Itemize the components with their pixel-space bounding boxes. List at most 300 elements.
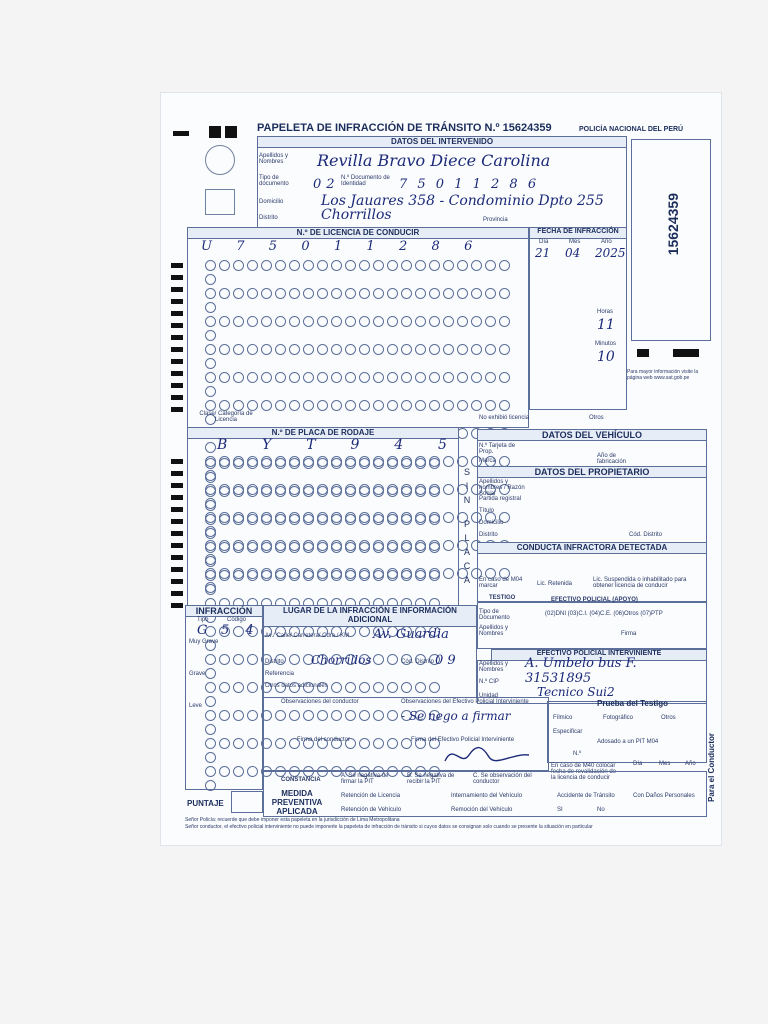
bubble[interactable] <box>219 400 230 411</box>
bubble[interactable] <box>443 400 454 411</box>
bubble[interactable] <box>331 542 342 553</box>
bubble[interactable] <box>275 570 286 581</box>
bubble[interactable] <box>471 288 482 299</box>
bubble[interactable] <box>331 486 342 497</box>
bubble[interactable] <box>233 514 244 525</box>
bubble[interactable] <box>317 400 328 411</box>
bubble[interactable] <box>205 260 216 271</box>
nombres-value: Revilla Bravo Diece Carolina <box>317 151 551 170</box>
bubble[interactable] <box>205 288 216 299</box>
bubble[interactable] <box>401 316 412 327</box>
titulo-label: Título <box>479 508 495 514</box>
horas-label: Horas <box>597 309 614 315</box>
bubble[interactable] <box>317 458 328 469</box>
bubble[interactable] <box>233 372 244 383</box>
alignment-mark <box>173 131 189 136</box>
bubble[interactable] <box>373 344 384 355</box>
bubble[interactable] <box>247 458 258 469</box>
bubble[interactable] <box>303 486 314 497</box>
prueba-dia-label: Día <box>633 761 643 767</box>
bubble[interactable] <box>415 260 426 271</box>
prueba-anio-label: Año <box>685 761 696 767</box>
bubble[interactable] <box>261 458 272 469</box>
bubble[interactable] <box>415 570 426 581</box>
policial-nombres-label: Apellidos y Nombres <box>479 661 509 673</box>
bubble[interactable] <box>219 288 230 299</box>
bubble[interactable] <box>219 486 230 497</box>
bubble[interactable] <box>359 372 370 383</box>
prop-domicilio-label: Domicilio <box>479 520 504 526</box>
bubble[interactable] <box>429 458 440 469</box>
bubble[interactable] <box>289 344 300 355</box>
tipo-label: Tipo <box>197 617 209 623</box>
bubble[interactable] <box>387 316 398 327</box>
bubble[interactable] <box>443 372 454 383</box>
bubble[interactable] <box>387 372 398 383</box>
bubble[interactable] <box>373 458 384 469</box>
footer-line-2: Señor conductor, el efectivo policial interviniente no puede imponerle la papeleta de infracción de tránsito si cuyos datos se consignan solo cuando se presente la situación en particular <box>185 824 593 830</box>
bubble[interactable] <box>485 260 496 271</box>
bubble[interactable] <box>261 372 272 383</box>
bubble[interactable] <box>429 514 440 525</box>
bubble[interactable] <box>429 542 440 553</box>
bubble[interactable] <box>205 386 216 397</box>
timing-mark <box>171 603 183 608</box>
bubble[interactable] <box>345 316 356 327</box>
bubble[interactable] <box>387 344 398 355</box>
bubble[interactable] <box>303 514 314 525</box>
bubble[interactable] <box>247 514 258 525</box>
bubble[interactable] <box>317 542 328 553</box>
lugar-cod-label: Cód. Distrito <box>401 659 435 665</box>
bubble[interactable] <box>233 570 244 581</box>
bubble[interactable] <box>261 400 272 411</box>
bubble[interactable] <box>331 458 342 469</box>
bubble[interactable] <box>219 514 230 525</box>
bubble[interactable] <box>429 288 440 299</box>
propietario-header: DATOS DEL PROPIETARIO <box>477 466 707 478</box>
bubble[interactable] <box>205 500 216 511</box>
bubble[interactable] <box>373 260 384 271</box>
bubble[interactable] <box>415 458 426 469</box>
bubble[interactable] <box>359 458 370 469</box>
bubble[interactable] <box>345 400 356 411</box>
bubble[interactable] <box>345 486 356 497</box>
conducta-header: CONDUCTA INFRACTORA DETECTADA <box>477 542 707 554</box>
tipo-value: G <box>197 623 208 638</box>
bubble[interactable] <box>359 570 370 581</box>
remocion-label: Remoción del Vehículo <box>451 807 513 813</box>
bubble[interactable] <box>457 288 468 299</box>
bubble[interactable] <box>289 514 300 525</box>
anio-fab-label: Año de fabricación <box>597 453 627 465</box>
bubble[interactable] <box>485 288 496 299</box>
clase-label: Clase/ Categoría de Licencia <box>199 411 253 423</box>
suspendida-label: Lic. Suspendida o inhabilitado para obtener licencia de conducir <box>593 577 687 589</box>
tipo-doc-label: Tipo de documento <box>259 175 289 187</box>
bubble[interactable] <box>275 372 286 383</box>
bubble[interactable] <box>331 400 342 411</box>
bubble[interactable] <box>373 372 384 383</box>
bubble[interactable] <box>415 400 426 411</box>
domicilio-value: Los Jauares 358 - Condominio Dpto 255 <box>321 193 604 209</box>
bubble[interactable] <box>247 288 258 299</box>
cip-value: 31531895 <box>525 671 592 686</box>
bubble[interactable] <box>233 344 244 355</box>
bubble[interactable] <box>359 486 370 497</box>
bubble[interactable] <box>499 316 510 327</box>
dia-label: Día <box>539 239 549 245</box>
bubble[interactable] <box>373 486 384 497</box>
form-title: PAPELETA DE INFRACCIÓN DE TRÁNSITO N.º 15624359 <box>257 122 552 134</box>
bubble[interactable] <box>429 570 440 581</box>
bubble[interactable] <box>359 260 370 271</box>
bubble[interactable] <box>205 358 216 369</box>
bubble[interactable] <box>205 486 216 497</box>
bubble[interactable] <box>429 486 440 497</box>
municipality-emblem-icon <box>205 189 235 215</box>
bubble[interactable] <box>345 288 356 299</box>
minutos-label: Minutos <box>595 341 617 347</box>
bubble[interactable] <box>373 316 384 327</box>
bubble[interactable] <box>317 486 328 497</box>
sin-placa-label: S I N P L A C A <box>463 467 471 585</box>
timing-mark <box>171 335 183 340</box>
bubble[interactable] <box>345 372 356 383</box>
bubble[interactable] <box>233 316 244 327</box>
bubble[interactable] <box>233 400 244 411</box>
bubble[interactable] <box>317 316 328 327</box>
via-value: Av. Guardia <box>373 627 449 642</box>
bubble[interactable] <box>443 344 454 355</box>
policial-nombres-value: A. Umbelo bus F. <box>525 656 637 671</box>
bubble[interactable] <box>485 344 496 355</box>
num-doc-value: 7 5 0 1 1 2 8 6 <box>399 177 540 192</box>
testigo-nombres-label: Apellidos y Nombres <box>479 625 509 637</box>
negativa-firma-label: A. Se negativa de firmar la PIT <box>341 773 389 785</box>
bubble[interactable] <box>499 372 510 383</box>
bubble[interactable] <box>457 316 468 327</box>
alignment-mark <box>637 349 649 357</box>
bubble[interactable] <box>401 400 412 411</box>
bubble[interactable] <box>317 570 328 581</box>
bubble[interactable] <box>415 344 426 355</box>
bubble[interactable] <box>359 400 370 411</box>
bubble[interactable] <box>415 542 426 553</box>
bubble[interactable] <box>261 570 272 581</box>
bubble[interactable] <box>345 344 356 355</box>
bubble[interactable] <box>289 542 300 553</box>
bubble[interactable] <box>247 316 258 327</box>
tipo-doc-value: 02 <box>313 177 340 192</box>
bubble[interactable] <box>345 570 356 581</box>
bubble[interactable] <box>387 260 398 271</box>
bubble[interactable] <box>289 400 300 411</box>
bubble[interactable] <box>387 542 398 553</box>
alignment-mark <box>673 349 699 357</box>
bubble[interactable] <box>345 514 356 525</box>
bubble[interactable] <box>275 514 286 525</box>
bubble[interactable] <box>387 400 398 411</box>
firma-efectivo-label: Firma del Efectivo Policial Interviniente <box>411 737 515 743</box>
bubble[interactable] <box>331 316 342 327</box>
bubble[interactable] <box>429 372 440 383</box>
bubble[interactable] <box>205 372 216 383</box>
bubble[interactable] <box>443 288 454 299</box>
bubble[interactable] <box>485 316 496 327</box>
bubble[interactable] <box>331 260 342 271</box>
bubble[interactable] <box>205 542 216 553</box>
bubble[interactable] <box>471 372 482 383</box>
bubble[interactable] <box>331 570 342 581</box>
bubble[interactable] <box>205 458 216 469</box>
bubble[interactable] <box>429 260 440 271</box>
bubble[interactable] <box>219 542 230 553</box>
bubble[interactable] <box>457 344 468 355</box>
bubble[interactable] <box>401 570 412 581</box>
bubble[interactable] <box>401 542 412 553</box>
bubble[interactable] <box>275 316 286 327</box>
bubble[interactable] <box>485 400 496 411</box>
via-label: Av./ Calle/ Carretera/ Cdra./ KM <box>265 633 350 639</box>
bubble[interactable] <box>387 570 398 581</box>
police-signature <box>443 739 533 769</box>
bubble[interactable] <box>415 486 426 497</box>
bubble[interactable] <box>275 542 286 553</box>
bubble[interactable] <box>289 458 300 469</box>
timing-mark <box>171 347 183 352</box>
bubble[interactable] <box>289 288 300 299</box>
bubble[interactable] <box>373 288 384 299</box>
otros-label: Otros <box>589 415 604 421</box>
bubble[interactable] <box>317 288 328 299</box>
bubble[interactable] <box>219 570 230 581</box>
bubble[interactable] <box>289 486 300 497</box>
bubble[interactable] <box>359 514 370 525</box>
bubble[interactable] <box>247 400 258 411</box>
bubble[interactable] <box>359 288 370 299</box>
bubble[interactable] <box>261 514 272 525</box>
bubble[interactable] <box>247 372 258 383</box>
bubble[interactable] <box>401 372 412 383</box>
bubble[interactable] <box>303 316 314 327</box>
bubble[interactable] <box>317 260 328 271</box>
bubble[interactable] <box>429 316 440 327</box>
bubble[interactable] <box>317 344 328 355</box>
bubble[interactable] <box>429 400 440 411</box>
bubble[interactable] <box>275 288 286 299</box>
bubble[interactable] <box>275 260 286 271</box>
bubble[interactable] <box>471 400 482 411</box>
bubble[interactable] <box>373 542 384 553</box>
bubble[interactable] <box>471 260 482 271</box>
lugar-cod-value: 0 9 <box>435 653 456 668</box>
bubble[interactable] <box>317 514 328 525</box>
bubble[interactable] <box>373 400 384 411</box>
bubble[interactable] <box>457 400 468 411</box>
bubble[interactable] <box>275 400 286 411</box>
bubble[interactable] <box>387 514 398 525</box>
bubble[interactable] <box>233 288 244 299</box>
bubble[interactable] <box>303 542 314 553</box>
bubble[interactable] <box>275 486 286 497</box>
bubble[interactable] <box>205 344 216 355</box>
prop-cod-label: Cód. Distrito <box>629 532 663 538</box>
bubble[interactable] <box>205 584 216 595</box>
bubble[interactable] <box>401 260 412 271</box>
bubble[interactable] <box>303 344 314 355</box>
bubble[interactable] <box>303 400 314 411</box>
bubble[interactable] <box>401 486 412 497</box>
bubble[interactable] <box>205 528 216 539</box>
bubble[interactable] <box>359 316 370 327</box>
cip-label: N.º CIP <box>479 679 499 685</box>
bubble[interactable] <box>205 514 216 525</box>
timing-mark <box>171 483 183 488</box>
vehiculo-header: DATOS DEL VEHÍCULO <box>477 429 707 441</box>
codigo-value: 5 4 <box>221 623 260 638</box>
bubble[interactable] <box>345 542 356 553</box>
bubble[interactable] <box>443 316 454 327</box>
bubble[interactable] <box>401 458 412 469</box>
placa-chars: B Y T 9 4 5 <box>217 437 447 453</box>
n-label: N.º <box>573 751 582 757</box>
bubble[interactable] <box>275 458 286 469</box>
bubble[interactable] <box>471 344 482 355</box>
bubble[interactable] <box>401 344 412 355</box>
fecha-header: FECHA DE INFRACCIÓN <box>529 227 627 239</box>
bubble[interactable] <box>331 288 342 299</box>
bubble[interactable] <box>471 316 482 327</box>
bubble[interactable] <box>261 542 272 553</box>
timing-mark <box>171 263 183 268</box>
ticket-number-vertical: 15624359 <box>665 193 681 256</box>
bubble[interactable] <box>415 514 426 525</box>
bubble[interactable] <box>345 260 356 271</box>
bubble[interactable] <box>443 260 454 271</box>
bubble[interactable] <box>261 288 272 299</box>
bubble[interactable] <box>289 260 300 271</box>
bubble[interactable] <box>233 542 244 553</box>
bubble[interactable] <box>219 344 230 355</box>
timing-mark <box>171 591 183 596</box>
bubble[interactable] <box>373 514 384 525</box>
bubble[interactable] <box>373 570 384 581</box>
testigo-label: TESTIGO <box>489 595 516 601</box>
bubble[interactable] <box>261 344 272 355</box>
bubble[interactable] <box>247 344 258 355</box>
bubble[interactable] <box>205 556 216 567</box>
bubble[interactable] <box>303 458 314 469</box>
bubble[interactable] <box>331 372 342 383</box>
referencia-label: Referencia <box>265 671 295 677</box>
bubble[interactable] <box>205 330 216 341</box>
minutos-value: 10 <box>597 349 615 365</box>
bubble[interactable] <box>303 288 314 299</box>
bubble[interactable] <box>387 458 398 469</box>
bubble[interactable] <box>401 288 412 299</box>
bubble[interactable] <box>289 316 300 327</box>
bubble[interactable] <box>247 486 258 497</box>
bubble[interactable] <box>387 486 398 497</box>
bubble[interactable] <box>303 372 314 383</box>
bubble[interactable] <box>331 514 342 525</box>
bubble[interactable] <box>205 316 216 327</box>
bubble[interactable] <box>415 372 426 383</box>
bubble[interactable] <box>219 316 230 327</box>
alignment-mark <box>209 126 221 138</box>
bubble[interactable] <box>359 542 370 553</box>
bubble[interactable] <box>415 316 426 327</box>
licencia-chars: U 7 5 0 1 1 2 8 6 <box>201 239 473 254</box>
bubble[interactable] <box>485 372 496 383</box>
filmico-label: Fílmico <box>553 715 573 721</box>
bubble[interactable] <box>205 472 216 483</box>
bubble[interactable] <box>303 570 314 581</box>
bubble[interactable] <box>331 344 342 355</box>
bubble[interactable] <box>499 400 510 411</box>
num-doc-label: N.º Documento de Identidad <box>341 175 390 187</box>
bubble[interactable] <box>219 260 230 271</box>
prop-nombres-label: Apellidos y nombres / Razón Social <box>479 479 525 497</box>
bubble[interactable] <box>499 260 510 271</box>
bubble[interactable] <box>499 344 510 355</box>
timing-mark <box>171 507 183 512</box>
bubble[interactable] <box>317 372 328 383</box>
bubble[interactable] <box>415 288 426 299</box>
intervenido-header: DATOS DEL INTERVENIDO <box>257 136 627 148</box>
bubble[interactable] <box>233 486 244 497</box>
bubble[interactable] <box>387 288 398 299</box>
bubble[interactable] <box>205 302 216 313</box>
bubble[interactable] <box>303 260 314 271</box>
testigo-doc-label: Tipo de Documento <box>479 609 510 621</box>
bubble[interactable] <box>261 316 272 327</box>
timing-mark <box>171 459 183 464</box>
bubble[interactable] <box>261 486 272 497</box>
bubble[interactable] <box>219 372 230 383</box>
danos-label: Con Daños Personales <box>633 793 695 799</box>
m04-label: En caso de M04 marcar <box>479 577 523 589</box>
obs-efectivo-label: Observaciones del Efectivo Policial Interviniente <box>401 699 529 705</box>
bubble[interactable] <box>401 514 412 525</box>
bubble[interactable] <box>205 274 216 285</box>
bubble[interactable] <box>457 372 468 383</box>
bubble[interactable] <box>247 542 258 553</box>
si-label: SI <box>557 807 563 813</box>
bubble[interactable] <box>359 344 370 355</box>
bubble[interactable] <box>205 570 216 581</box>
bubble[interactable] <box>247 260 258 271</box>
bubble[interactable] <box>247 570 258 581</box>
timing-mark <box>171 395 183 400</box>
anio-label: Año <box>601 239 612 245</box>
bubble[interactable] <box>275 344 286 355</box>
bubble[interactable] <box>219 458 230 469</box>
bubble[interactable] <box>289 570 300 581</box>
bubble[interactable] <box>233 260 244 271</box>
bubble[interactable] <box>233 458 244 469</box>
footer-line-1: Señor Policía: recuerde que debe imponer esta papeleta en la jurisdicción de Lima Metropolitana <box>185 817 400 823</box>
bubble[interactable] <box>261 260 272 271</box>
bubble[interactable] <box>429 344 440 355</box>
timing-mark <box>171 299 183 304</box>
bubble[interactable] <box>457 260 468 271</box>
bubble[interactable] <box>499 288 510 299</box>
bubble[interactable] <box>205 400 216 411</box>
bubble[interactable] <box>289 372 300 383</box>
bubble[interactable] <box>345 458 356 469</box>
